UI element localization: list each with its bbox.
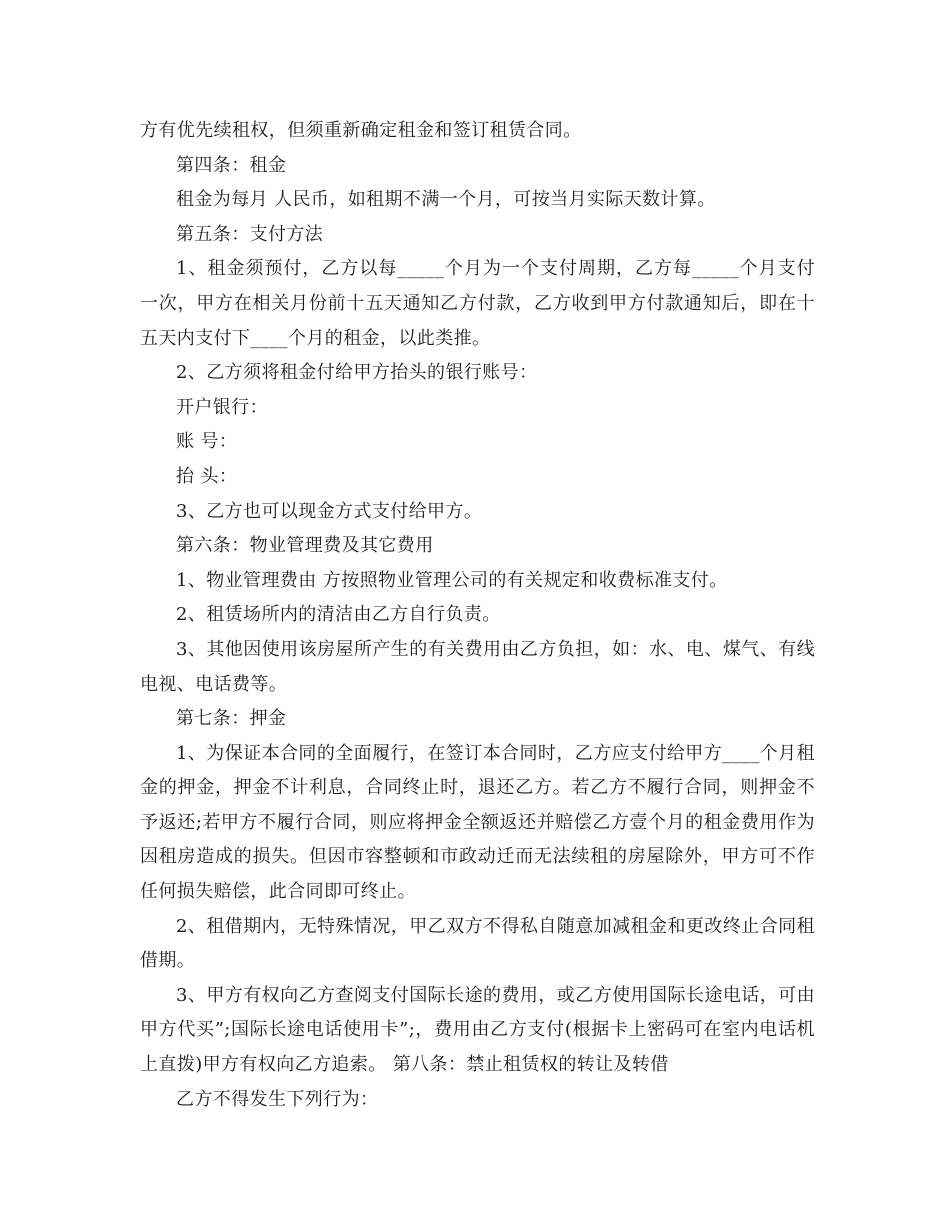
heading-article-7-deposit: 第七条：押金 (176, 708, 287, 730)
paragraph-renewal-clause: 方有优先续租权，但须重新确定租金和签订租赁合同。 (140, 120, 582, 141)
paragraph-rent-adjustment: 2、租借期内，无特殊情况，甲乙双方不得私自随意加减租金和更改终止合同租借期。 (140, 915, 815, 972)
field-account-number: 账 号： (176, 431, 238, 453)
paragraph-other-fees: 3、其他因使用该房屋所产生的有关费用由乙方负担，如：水、电、煤气、有线电视、电话费等。 (140, 638, 815, 695)
paragraph-management-fee: 1、物业管理费由 方按照物业管理公司的有关规定和收费标准支付。 (176, 569, 728, 591)
paragraph-prohibited-acts: 乙方不得发生下列行为： (176, 1088, 379, 1110)
heading-article-5-payment: 第五条：支付方法 (176, 223, 324, 245)
heading-article-6-fees: 第六条：物业管理费及其它费用 (176, 535, 434, 557)
paragraph-international-calls: 3、甲方有权向乙方查阅支付国际长途的费用，或乙方使用国际长途电话，可由甲方代买”;国际长途电话使用卡”;，费用由乙方支付(根据卡上密码可在室内电话机上直拨)甲方有权向乙方追索。 第八条：禁止租赁权的转让及转借 (140, 984, 815, 1076)
document-body (140, 114, 815, 1117)
paragraph-deposit-terms: 1、为保证本合同的全面履行，在签订本合同时，乙方应支付给甲方____个月租金的押金，押金不计利息，合同终止时，退还乙方。若乙方不履行合同，则押金不予返还;若甲方不履行合同，则应将押金全额返还并赔偿乙方壹个月的租金费用作为因租房造成的损失。但因市容整顿和市政动迁而无法续租的房屋除外，甲方可不作任何损失赔偿，此合同即可终止。 (140, 742, 815, 903)
paragraph-payment-cycle: 1、租金须预付，乙方以每_____个月为一个支付周期，乙方每_____个月支付一次，甲方在相关月份前十五天通知乙方付款，乙方收到甲方付款通知后，即在十五天内支付下____个月的租金，以此类推。 (140, 258, 815, 349)
field-account-holder: 抬 头： (176, 465, 238, 487)
paragraph-bank-account: 2、乙方须将租金付给甲方抬头的银行账号： (176, 362, 538, 384)
heading-article-4-rent: 第四条：租金 (176, 154, 287, 176)
field-bank-name: 开户银行： (176, 396, 268, 418)
paragraph-cleaning: 2、租赁场所内的清洁由乙方自行负责。 (176, 604, 501, 626)
paragraph-cash-payment: 3、乙方也可以现金方式支付给甲方。 (176, 500, 483, 522)
paragraph-rent-amount: 租金为每月 人民币，如租期不满一个月，可按当月实际天数计算。 (176, 189, 716, 211)
